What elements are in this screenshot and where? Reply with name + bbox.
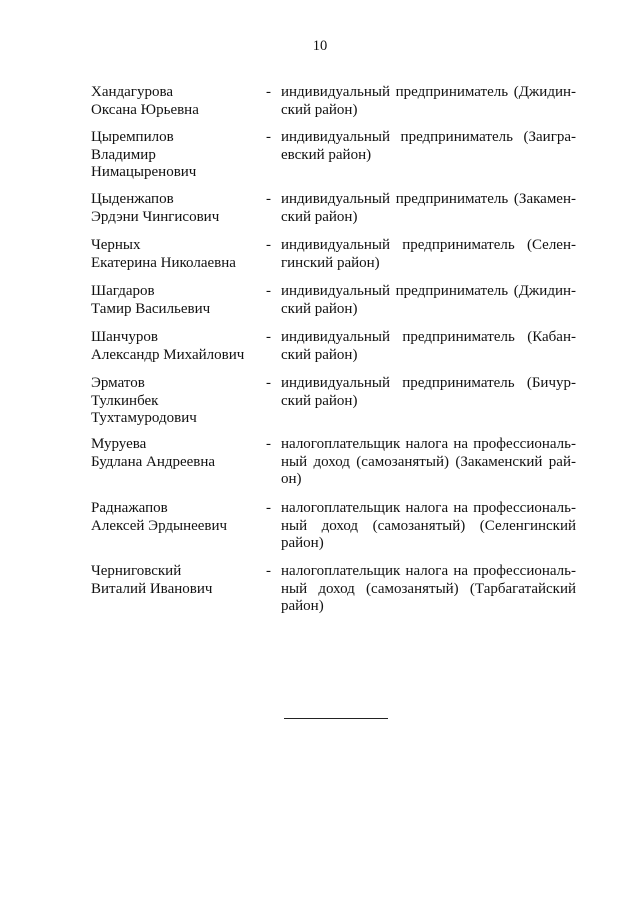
page-number: 10 — [312, 38, 328, 54]
description-line: налогоплательщик налога на профессиональ- — [281, 436, 576, 452]
person-name — [91, 563, 261, 598]
description-line: ный доход (самозанятый) (Селенгинский — [281, 517, 576, 534]
dash-separator: - — [266, 129, 271, 145]
person-name-line: Эрдэни Чингисович — [91, 208, 220, 225]
dash-separator: - — [266, 563, 271, 579]
description-line: район) — [281, 535, 324, 551]
person-name-line: Тулкинбек — [91, 392, 159, 409]
dash-separator: - — [266, 191, 271, 207]
status-description — [281, 191, 576, 226]
person-name-line: Шагдаров — [91, 283, 155, 299]
description-line: индивидуальный предприниматель (Джидин- — [281, 283, 576, 299]
description-line: евский район) — [281, 146, 372, 163]
closing-rule — [284, 718, 388, 719]
status-description — [281, 375, 576, 410]
status-description — [281, 129, 576, 164]
person-name — [91, 191, 261, 226]
person-name — [91, 329, 261, 364]
dash-separator: - — [266, 283, 271, 299]
dash-separator: - — [266, 436, 271, 452]
dash-separator: - — [266, 500, 271, 516]
person-name-line: Тамир Васильевич — [91, 300, 211, 317]
description-line: он) — [281, 471, 302, 487]
person-name — [91, 500, 261, 535]
person-name-line: Оксана Юрьевна — [91, 101, 199, 118]
description-line: ный доход (самозанятый) (Закаменский рай- — [281, 453, 576, 470]
description-line: ский район) — [281, 208, 358, 225]
dash-separator: - — [266, 84, 271, 100]
description-line: ский район) — [281, 101, 358, 118]
description-line: индивидуальный предприниматель (Селен- — [281, 237, 576, 253]
person-name-line: Нимацыренович — [91, 164, 197, 180]
status-description — [281, 237, 576, 272]
person-name-line: Шанчуров — [91, 329, 158, 345]
person-name-line: Хандагурова — [91, 84, 174, 100]
description-line: индивидуальный предприниматель (Джидин- — [281, 84, 576, 100]
person-name — [91, 84, 261, 119]
person-name — [91, 237, 261, 272]
person-name-line: Александр Михайлович — [91, 346, 245, 363]
person-name — [91, 283, 261, 318]
status-description — [281, 436, 576, 489]
dash-separator: - — [266, 329, 271, 345]
status-description — [281, 500, 576, 553]
person-name-line: Будлана Андреевна — [91, 453, 216, 470]
person-name-line: Тухтамуродович — [91, 410, 197, 426]
person-name-line: Черных — [91, 237, 141, 253]
person-name-line: Екатерина Николаевна — [91, 254, 236, 271]
person-name — [91, 375, 261, 428]
description-line: индивидуальный предприниматель (Кабан- — [281, 329, 576, 345]
description-line: ный доход (самозанятый) (Тарбагатайский — [281, 580, 576, 597]
description-line: ский район) — [281, 392, 358, 409]
person-name-line: Цыремпилов — [91, 129, 174, 145]
status-description — [281, 563, 576, 616]
person-name-line: Раднажапов — [91, 500, 168, 516]
status-description — [281, 84, 576, 119]
description-line: район) — [281, 598, 324, 614]
person-name-line: Алексей Эрдынеевич — [91, 517, 228, 534]
description-line: ский район) — [281, 300, 358, 317]
person-name-line: Эрматов — [91, 375, 145, 391]
person-name-line: Черниговский — [91, 563, 182, 579]
description-line: налогоплательщик налога на профессиональ- — [281, 563, 576, 579]
description-line: индивидуальный предприниматель (Закамен- — [281, 191, 576, 207]
person-name — [91, 129, 261, 182]
person-name — [91, 436, 261, 471]
status-description — [281, 329, 576, 364]
dash-separator: - — [266, 375, 271, 391]
description-line: индивидуальный предприниматель (Заигра- — [281, 129, 576, 145]
person-name-line: Муруева — [91, 436, 147, 452]
person-name-line: Виталий Иванович — [91, 580, 213, 597]
person-name-line: Цыденжапов — [91, 191, 174, 207]
description-line: налогоплательщик налога на профессиональ- — [281, 500, 576, 516]
status-description — [281, 283, 576, 318]
person-name-line: Владимир — [91, 146, 156, 163]
description-line: индивидуальный предприниматель (Бичур- — [281, 375, 576, 391]
description-line: гинский район) — [281, 254, 380, 271]
dash-separator: - — [266, 237, 271, 253]
description-line: ский район) — [281, 346, 358, 363]
